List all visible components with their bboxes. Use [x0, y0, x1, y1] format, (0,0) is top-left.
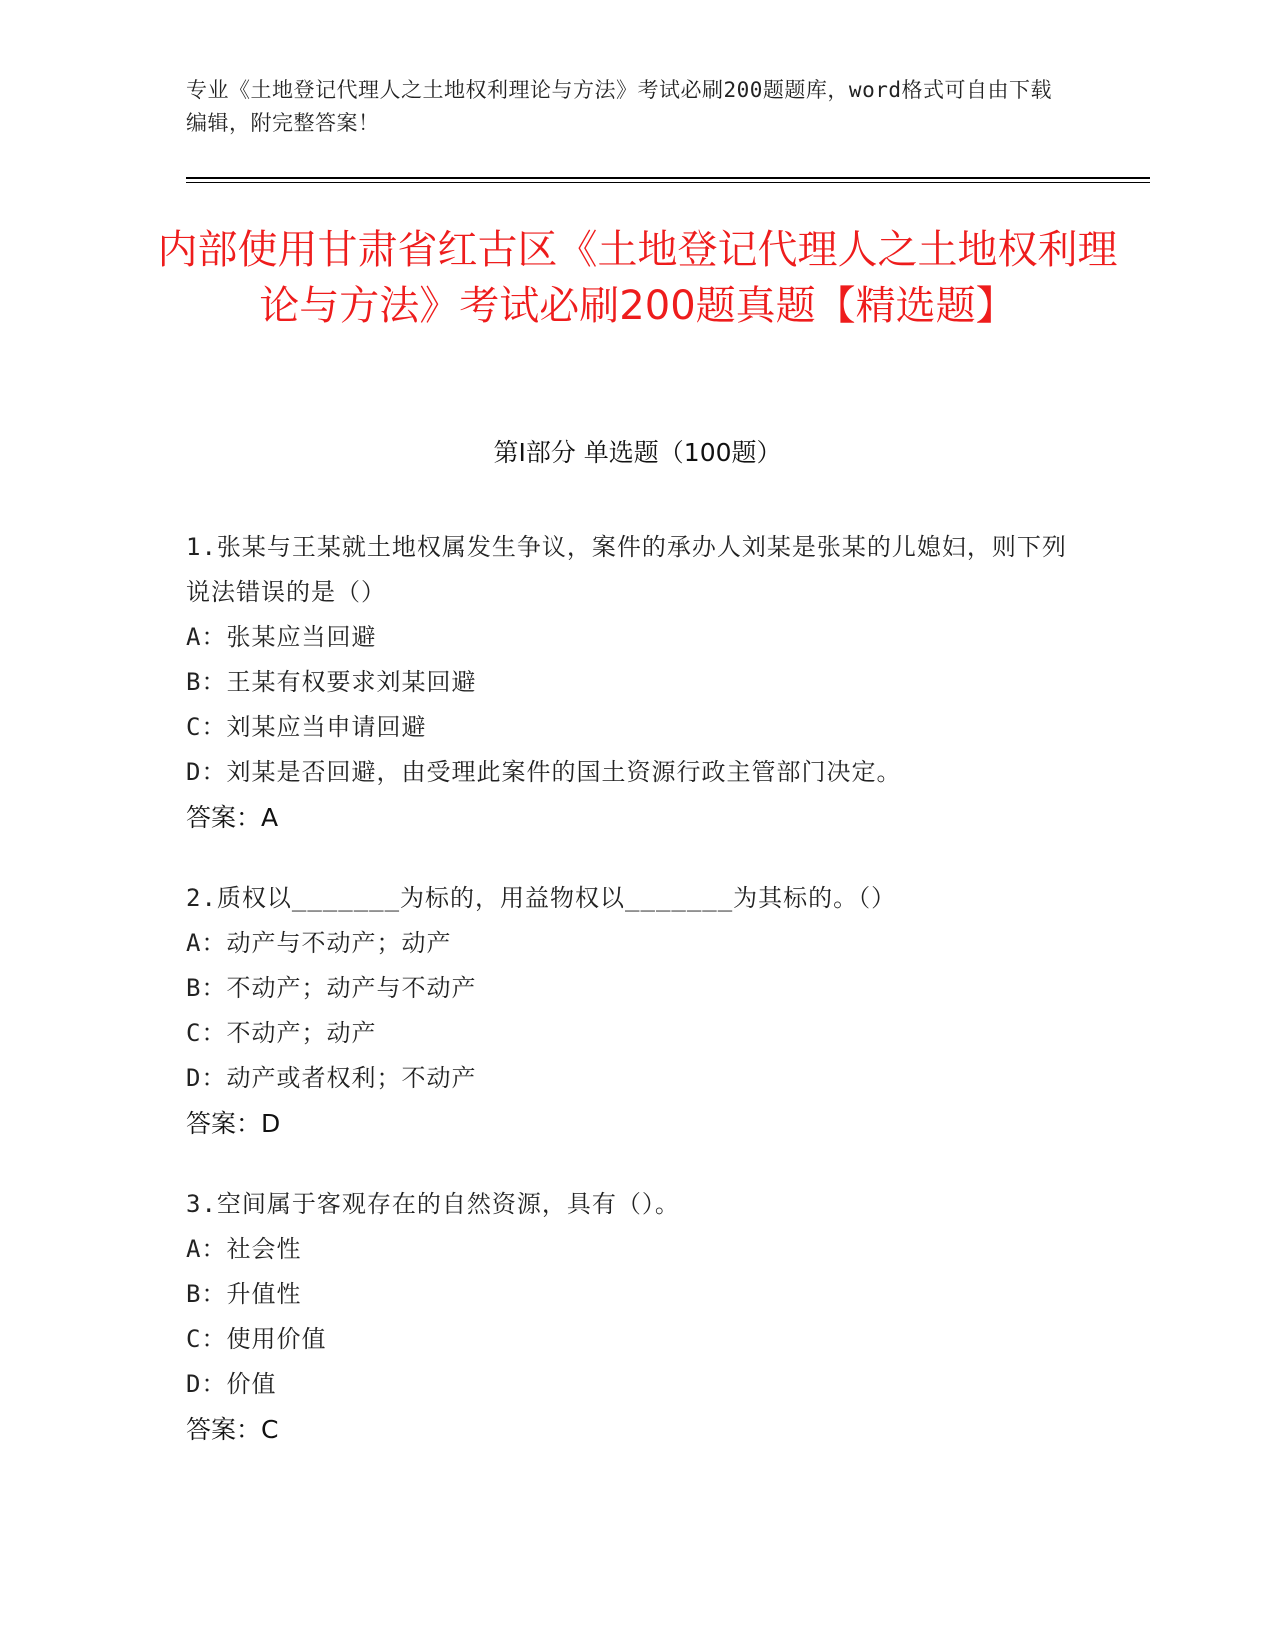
question-stem: 2.质权以_______为标的，用益物权以_______为其标的。（） [186, 884, 897, 912]
option-b: B：升值性 [186, 1280, 302, 1308]
option-c: C：刘某应当申请回避 [186, 713, 427, 741]
option-d: D：价值 [186, 1370, 277, 1398]
option-a: A：动产与不动产；动产 [186, 929, 452, 957]
header-divider-thick [186, 177, 1150, 179]
section-title: 第Ⅰ部分 单选题（100题） [493, 438, 782, 467]
document-title: 内部使用甘肃省红古区《土地登记代理人之土地权利理论与方法》考试必刷200题真题【精选题】 [157, 227, 1118, 329]
question-2 [186, 876, 1086, 1146]
option-c: C：不动产；动产 [186, 1019, 377, 1047]
answer: 答案：A [186, 803, 279, 832]
header-divider-thin [186, 182, 1150, 183]
answer: 答案：D [186, 1109, 281, 1138]
question-list [186, 525, 1086, 1488]
option-c: C：使用价值 [186, 1325, 327, 1353]
question-stem: 3.空间属于客观存在的自然资源，具有（）。 [186, 1190, 680, 1218]
option-a: A：社会性 [186, 1235, 302, 1263]
option-b: B：不动产；动产与不动产 [186, 974, 477, 1002]
option-d: D：动产或者权利；不动产 [186, 1064, 477, 1092]
question-stem: 1.张某与王某就土地权属发生争议，案件的承办人刘某是张某的儿媳妇，则下列说法错误的是（） [186, 533, 1067, 606]
answer: 答案：C [186, 1415, 279, 1444]
option-a: A：张某应当回避 [186, 623, 377, 651]
header-note: 专业《土地登记代理人之土地权利理论与方法》考试必刷200题题库，word格式可自由下载编辑，附完整答案！ [186, 78, 1052, 135]
option-d: D：刘某是否回避，由受理此案件的国土资源行政主管部门决定。 [186, 758, 902, 786]
question-3 [186, 1182, 1086, 1452]
option-b: B：王某有权要求刘某回避 [186, 668, 477, 696]
question-1 [186, 525, 1086, 840]
